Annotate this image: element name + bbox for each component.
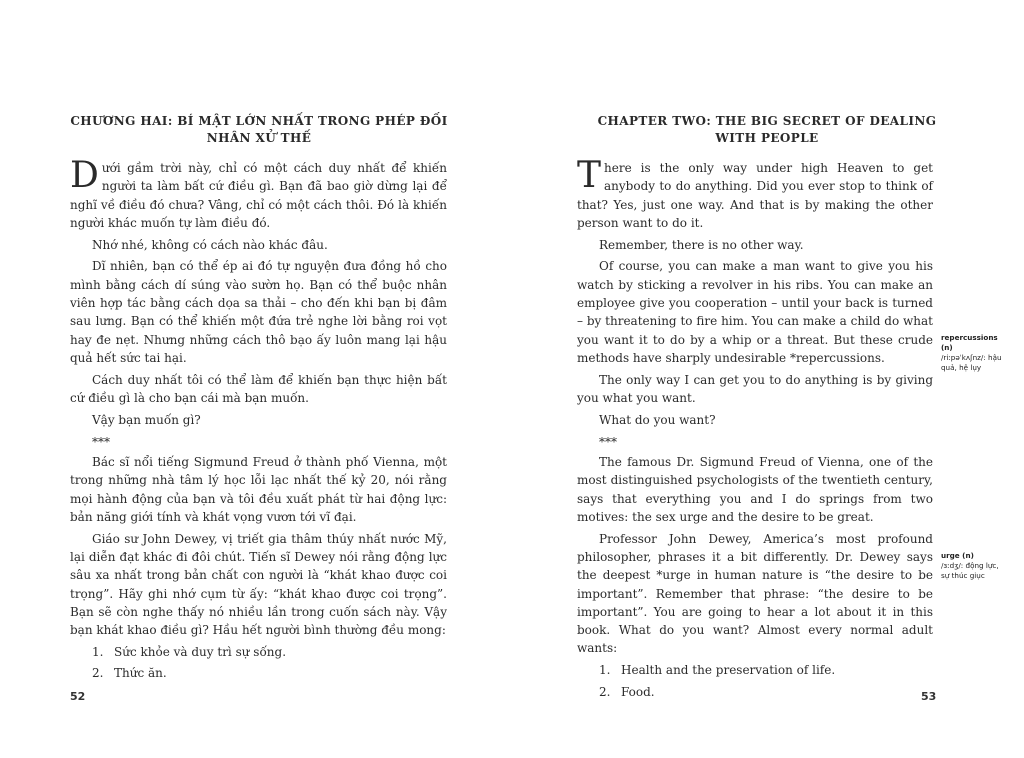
glossary-definition: /ɜːdʒ/: động lực, sự thúc giục: [941, 561, 999, 580]
body-text-vi: [70, 155, 447, 686]
glossary-definition: /riːpəˈkʌʃnz/: hậu quả, hệ lụy: [941, 353, 1002, 372]
list-item: 1. Health and the preservation of life.: [599, 663, 836, 678]
paragraph: Vậy bạn muốn gì?: [92, 412, 201, 427]
numbered-list: [70, 643, 447, 683]
paragraph: Of course, you can make a man want to give you his watch by sticking a revolver in his ribs. You can make an employee give you cooperation – until your back is turned – by threatening to fire him. You can make a child do what you want it to do by a whip or a threat. But these crude methods have sharply undesirable *repercussions.: [577, 259, 933, 365]
paragraph: What do you want?: [599, 412, 716, 427]
paragraph: Dưới gầm trời này, chỉ có một cách duy nhất để khiến người ta làm bất cứ điều gì. Bạn đã bao giờ dừng lại để nghĩ về điều đó chưa? Vâng, chỉ có một cách thôi. Đó là khiến người khác muốn tự làm điều đó.: [70, 155, 447, 230]
numbered-list: [577, 661, 933, 701]
drop-cap: D: [70, 155, 99, 196]
paragraph: Nhớ nhé, không có cách nào khác đâu.: [92, 237, 328, 252]
paragraph: Dĩ nhiên, bạn có thể ép ai đó tự nguyện đưa đồng hồ cho mình bằng cách dí súng vào sườn họ. Bạn có thể buộc nhân viên hợp tác bằng cách dọa sa thải – cho đến khi bạn bị đâm sau lưng. Bạn có thể khiến một đứa trẻ nghe lời bằng roi vọt hay đe nẹt. Nhưng những cách thô bạo ấy luôn mang lại hậu quả hết sức tai hại.: [70, 259, 447, 365]
glossary-note-repercussions: [941, 333, 1009, 373]
paragraph: Professor John Dewey, America’s most profound philosopher, phrases it a bit differently. Dr. Dewey says the deepest *urge in human nature is “the desire to be important”. Remember that phrase: “the desire to be important”. You are going to hear a lot about it in this book. What do you want? Almost every normal adult wants:: [577, 531, 933, 656]
body-text-en: [577, 155, 933, 704]
paragraph: Remember, there is no other way.: [599, 237, 804, 252]
drop-cap: T: [577, 155, 602, 196]
paragraph: Cách duy nhất tôi có thể làm để khiến bạn thực hiện bất cứ điều gì là cho bạn cái mà bạn muốn.: [70, 372, 447, 406]
page-number: 52: [70, 690, 86, 703]
paragraph: The famous Dr. Sigmund Freud of Vienna, one of the most distinguished psychologists of the twentieth century, says that everything you and I do springs from two motives: the sex urge and the desire to be great.: [577, 454, 933, 524]
glossary-term: repercussions (n): [941, 333, 998, 352]
page-number: 53: [921, 690, 937, 703]
list-item: 2. Thức ăn.: [92, 666, 167, 681]
glossary-term: urge (n): [941, 551, 974, 560]
paragraph: The only way I can get you to do anything is by giving you what you want.: [577, 372, 933, 406]
list-item: 1. Sức khỏe và duy trì sự sống.: [92, 644, 287, 659]
list-item: 2. Food.: [599, 684, 655, 699]
paragraph: Giáo sư John Dewey, vị triết gia thâm thúy nhất nước Mỹ, lại diễn đạt khác đi đôi chút. Tiến sĩ Dewey nói rằng động lực sâu xa nhất trong bản chất con người là “khát khao được coi trọng”. Hãy ghi nhớ cụm từ ấy: “khát khao được coi trọng”. Bạn sẽ còn nghe thấy nó nhiều lần trong cuốn sách này. Vậy bạn khát khao điều gì? Hầu hết người bình thường đều mong:: [70, 531, 447, 638]
chapter-title-en: CHAPTER TWO: THE BIG SECRET OF DEALING WITH PEOPLE: [597, 114, 937, 145]
paragraph: There is the only way under high Heaven to get anybody to do anything. Did you ever stop to think of that? Yes, just one way. And that is by making the other person want to do it.: [577, 155, 933, 230]
right-page: [512, 0, 1024, 758]
chapter-title-vi: CHƯƠNG HAI: BÍ MẬT LỚN NHẤT TRONG PHÉP ĐỐI NHÂN XỬ THẾ: [70, 114, 448, 145]
section-break: ***: [92, 434, 110, 449]
glossary-note-urge: [941, 551, 1009, 581]
paragraph: Bác sĩ nổi tiếng Sigmund Freud ở thành phố Vienna, một trong những nhà tâm lý học lỗi lạc nhất thế kỷ 20, nói rằng mọi hành động của bạn và tôi đều xuất phát từ hai động lực: bản năng giới tính và khát vọng vươn tới vĩ đại.: [70, 454, 447, 524]
section-break: ***: [599, 434, 617, 449]
